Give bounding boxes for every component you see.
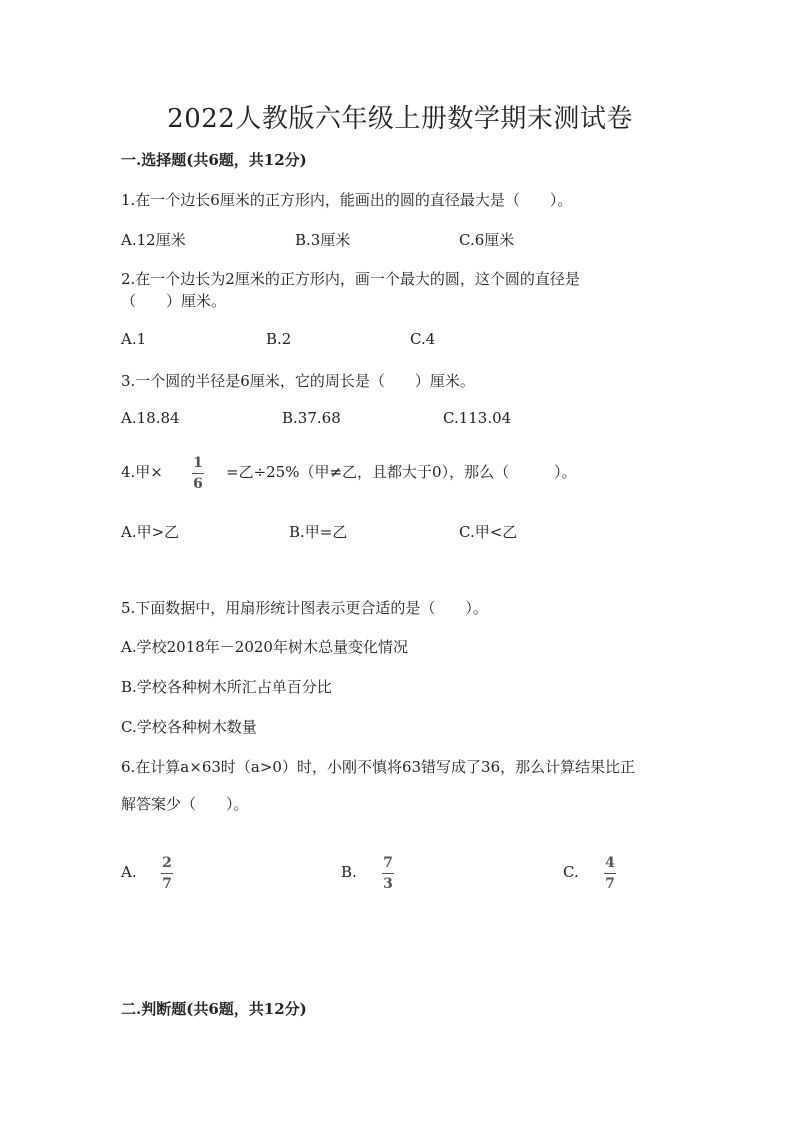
q4-fraction (192, 456, 204, 491)
q4-fraction-numerator: 1 (193, 455, 203, 471)
q2-option-a: A.1 (121, 330, 147, 348)
q1-option-b: B.3厘米 (295, 231, 351, 249)
q6-option-b-bar (382, 873, 394, 874)
q6-option-a-denominator: 7 (162, 876, 172, 892)
q6-option-b-denominator: 3 (383, 876, 393, 892)
question-1: 1.在一个边长6厘米的正方形内，能画出的圆的直径最大是（ ）。 (121, 191, 573, 209)
question-2-line-2: （ ）厘米。 (121, 292, 227, 310)
q3-option-c: C.113.04 (443, 409, 512, 427)
q6-option-c-fraction (604, 856, 616, 891)
q6-option-c-label: C. (563, 863, 579, 881)
question-3: 3.一个圆的半径是6厘米，它的周长是（ ）厘米。 (121, 372, 475, 390)
page-title: 2022人教版六年级上册数学期末测试卷 (167, 104, 633, 134)
q6-option-a-fraction (161, 856, 173, 891)
question-5: 5.下面数据中，用扇形统计图表示更合适的是（ ）。 (121, 599, 488, 617)
question-4-prefix: 4.甲× (121, 463, 163, 481)
section-heading-judgment: 二.判断题(共6题，共12分) (121, 1000, 307, 1018)
q6-option-a-bar (161, 873, 173, 874)
q6-option-a-numerator: 2 (162, 855, 172, 871)
q4-option-c: C.甲<乙 (459, 523, 518, 541)
q1-option-c: C.6厘米 (459, 231, 515, 249)
q6-option-c-bar (604, 873, 616, 874)
q4-fraction-bar (192, 473, 204, 474)
question-6-line-2: 解答案少（ ）。 (121, 795, 249, 813)
q6-option-c-denominator: 7 (605, 876, 615, 892)
q3-option-b: B.37.68 (282, 409, 341, 427)
q1-option-a: A.12厘米 (121, 231, 186, 249)
q6-option-b-numerator: 7 (383, 855, 393, 871)
section-heading-choice: 一.选择题(共6题，共12分) (121, 151, 307, 169)
question-4-suffix: =乙÷25%（甲≠乙，且都大于0），那么（ ）。 (226, 463, 577, 481)
q5-option-c: C.学校各种树木数量 (121, 718, 257, 736)
q4-option-a: A.甲>乙 (121, 523, 180, 541)
q5-option-a: A.学校2018年－2020年树木总量变化情况 (121, 638, 408, 656)
question-6-line-1: 6.在计算a×63时（a>0）时，小刚不慎将63错写成了36，那么计算结果比正 (121, 758, 636, 776)
q2-option-b: B.2 (266, 330, 292, 348)
q6-option-c-numerator: 4 (605, 855, 615, 871)
q5-option-b: B.学校各种树木所汇占单百分比 (121, 678, 332, 696)
q4-fraction-denominator: 6 (193, 476, 203, 492)
q6-option-b-label: B. (341, 863, 357, 881)
question-2-line-1: 2.在一个边长为2厘米的正方形内，画一个最大的圆，这个圆的直径是 (121, 270, 580, 288)
q4-option-b: B.甲=乙 (289, 523, 348, 541)
q3-option-a: A.18.84 (121, 409, 180, 427)
q6-option-b-fraction (382, 856, 394, 891)
q2-option-c: C.4 (410, 330, 436, 348)
q6-option-a-label: A. (121, 863, 137, 881)
